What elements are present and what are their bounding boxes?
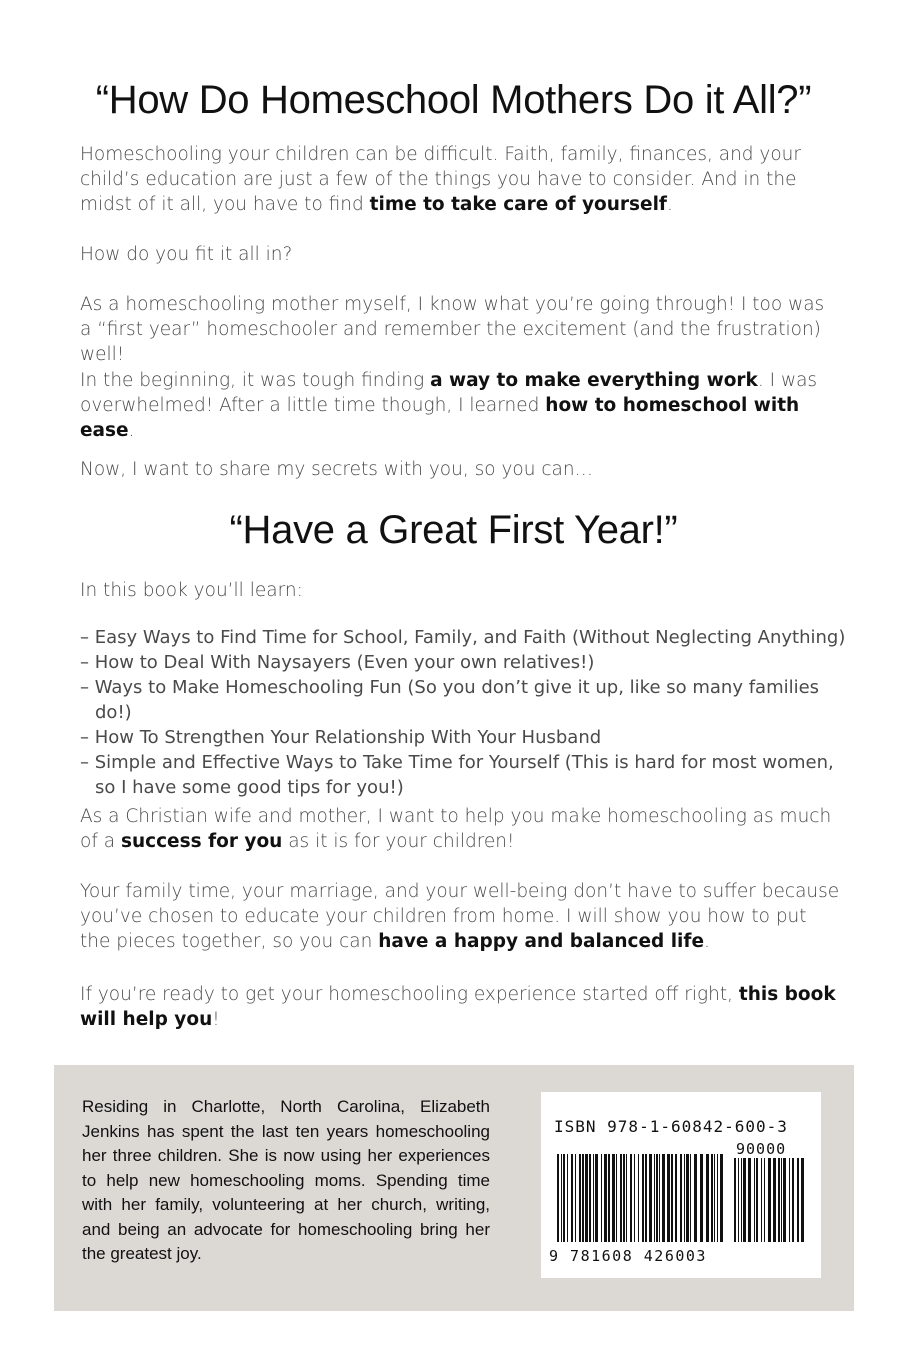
- emphasis-text: time to take care of yourself: [369, 194, 667, 215]
- barcode-bar: [608, 1154, 610, 1242]
- barcode-bar: [626, 1154, 627, 1242]
- text-run: If you’re ready to get your homeschooling experience started off right,: [80, 984, 739, 1005]
- text-run: .: [128, 420, 135, 441]
- barcode-bar: [612, 1154, 615, 1242]
- barcode-bar: [563, 1154, 565, 1242]
- intro-paragraph-4: [80, 368, 840, 443]
- barcode-bar: [667, 1154, 670, 1242]
- barcode-bar: [743, 1158, 746, 1242]
- barcode-bar: [659, 1154, 660, 1242]
- barcode-bar: [773, 1158, 776, 1242]
- barcode-bar: [797, 1158, 799, 1242]
- addon-barcode-bars: [734, 1158, 808, 1242]
- text-run: Your family time, your marriage, and your well-being don’t have to suffer because you’ve chosen to educate your children from home. I will show you how to put the pieces together, so you can: [80, 881, 840, 952]
- barcode-bar: [642, 1154, 644, 1242]
- barcode-bar: [700, 1154, 703, 1242]
- barcode-bar: [754, 1158, 755, 1242]
- barcode-bar: [741, 1158, 742, 1242]
- barcode-bar: [645, 1154, 647, 1242]
- barcode-bar: [616, 1154, 617, 1242]
- barcode-bar: [717, 1154, 718, 1242]
- barcode-bar: [714, 1154, 715, 1242]
- main-headline: “How Do Homeschool Mothers Do it All?”: [95, 78, 812, 122]
- barcode-bar: [567, 1154, 568, 1242]
- barcode-bar: [801, 1158, 804, 1242]
- barcode-bar: [756, 1158, 758, 1242]
- barcode-bar: [792, 1158, 794, 1242]
- text-run: .: [704, 931, 710, 952]
- barcode-bar: [684, 1154, 685, 1242]
- intro-paragraph-2: How do you fit it all in?: [80, 244, 293, 265]
- learning-list: [80, 625, 850, 800]
- list-item: – How To Strengthen Your Relationship With Your Husband: [80, 727, 602, 748]
- emphasis-text: how to homeschool with ease: [80, 395, 800, 441]
- list-item: – How to Deal With Naysayers (Even your own relatives!): [80, 652, 595, 673]
- barcode-bar: [720, 1154, 723, 1242]
- barcode-bar: [634, 1154, 635, 1242]
- emphasis-text: this book will help you: [80, 984, 836, 1030]
- text-run: !: [212, 1009, 220, 1030]
- emphasis-text: success for you: [120, 831, 283, 852]
- closing-paragraph-1: [80, 804, 840, 854]
- barcode-bar: [604, 1154, 607, 1242]
- list-item: – Easy Ways to Find Time for School, Family, and Faith (Without Neglecting Anything): [80, 627, 846, 648]
- barcode-bar: [630, 1154, 632, 1242]
- intro-paragraph-1: [80, 142, 840, 217]
- barcode-bar: [557, 1154, 559, 1242]
- price-code: 90000: [736, 1140, 787, 1158]
- learn-intro: In this book you’ll learn:: [80, 580, 303, 601]
- barcode-bar: [686, 1154, 689, 1242]
- barcode-bar: [748, 1158, 751, 1242]
- barcode-bar: [620, 1154, 622, 1242]
- barcode-bar: [656, 1154, 658, 1242]
- barcode-bar: [680, 1154, 682, 1242]
- barcode-bar: [778, 1158, 780, 1242]
- barcode-bar: [694, 1154, 697, 1242]
- intro-paragraph-5: Now, I want to share my secrets with you, so you can…: [80, 459, 594, 480]
- isbn-barcode: [541, 1092, 821, 1278]
- barcode-bar: [593, 1154, 594, 1242]
- barcode-bar: [575, 1154, 576, 1242]
- barcode-bar: [675, 1154, 677, 1242]
- barcode-bar: [711, 1154, 713, 1242]
- emphasis-text: a way to make everything work: [430, 370, 758, 391]
- barcode-bar: [623, 1154, 625, 1242]
- barcode-bar: [601, 1154, 602, 1242]
- barcode-bar: [662, 1154, 665, 1242]
- barcode-bar: [789, 1158, 790, 1242]
- barcode-bar: [781, 1158, 782, 1242]
- text-run: .: [666, 194, 673, 215]
- sub-headline: “Have a Great First Year!”: [229, 508, 678, 552]
- author-bio: Residing in Charlotte, North Carolina, Elizabeth Jenkins has spent the last ten years homeschooling her three children. She is now using her experiences to help new homeschooling moms. Spending time with her family, volunteering at her church, writing, and being an advocate for homeschooling bring her the greatest joy.: [82, 1097, 490, 1263]
- closing-paragraph-3: [80, 982, 840, 1032]
- barcode-digits: 9 781608 426003: [549, 1247, 707, 1265]
- text-run: As a Christian wife and mother, I want to help you make homeschooling as much of a: [80, 806, 832, 852]
- barcode-bar: [649, 1154, 652, 1242]
- barcode-bar: [595, 1154, 598, 1242]
- emphasis-text: have a happy and balanced life: [378, 931, 704, 952]
- barcode-bar: [585, 1154, 588, 1242]
- barcode-bar: [690, 1154, 691, 1242]
- barcode-bar: [761, 1158, 762, 1242]
- barcode-bar: [582, 1154, 584, 1242]
- barcode-bar: [638, 1154, 639, 1242]
- text-run: as it is for your children!: [282, 831, 515, 852]
- barcode-bar: [589, 1154, 591, 1242]
- barcode-bar: [783, 1158, 786, 1242]
- closing-paragraph-2: [80, 879, 840, 954]
- text-run: In the beginning, it was tough finding: [80, 370, 431, 391]
- barcode-bar: [738, 1158, 739, 1242]
- barcode-bar: [561, 1154, 562, 1242]
- isbn-label: ISBN 978-1-60842-600-3: [554, 1117, 788, 1136]
- barcode-bar: [764, 1158, 765, 1242]
- text-run: Homeschooling your children can be difficult. Faith, family, finances, and your child’s education are just a few of the things you have to consider. And in the midst of it all, you have to find: [80, 144, 802, 215]
- barcode-bar: [671, 1154, 673, 1242]
- barcode-bar: [579, 1154, 581, 1242]
- barcode-bar: [571, 1154, 573, 1242]
- list-item: – Ways to Make Homeschooling Fun (So you don’t give it up, like so many families do!): [80, 677, 820, 723]
- barcode-bar: [768, 1158, 771, 1242]
- barcode-bar: [654, 1154, 655, 1242]
- barcode-bars: [557, 1154, 732, 1242]
- barcode-bar: [706, 1154, 709, 1242]
- text-run: . I was overwhelmed! After a little time though, I learned: [80, 370, 818, 416]
- list-item: – Simple and Effective Ways to Take Time for Yourself (This is hard for most women, so I have some good tips for you!): [80, 752, 834, 798]
- barcode-bar: [734, 1158, 736, 1242]
- intro-paragraph-3: As a homeschooling mother myself, I know what you’re going through! I too was a “first year” homeschooler and remember the excitement (and the frustration) well!: [80, 294, 825, 365]
